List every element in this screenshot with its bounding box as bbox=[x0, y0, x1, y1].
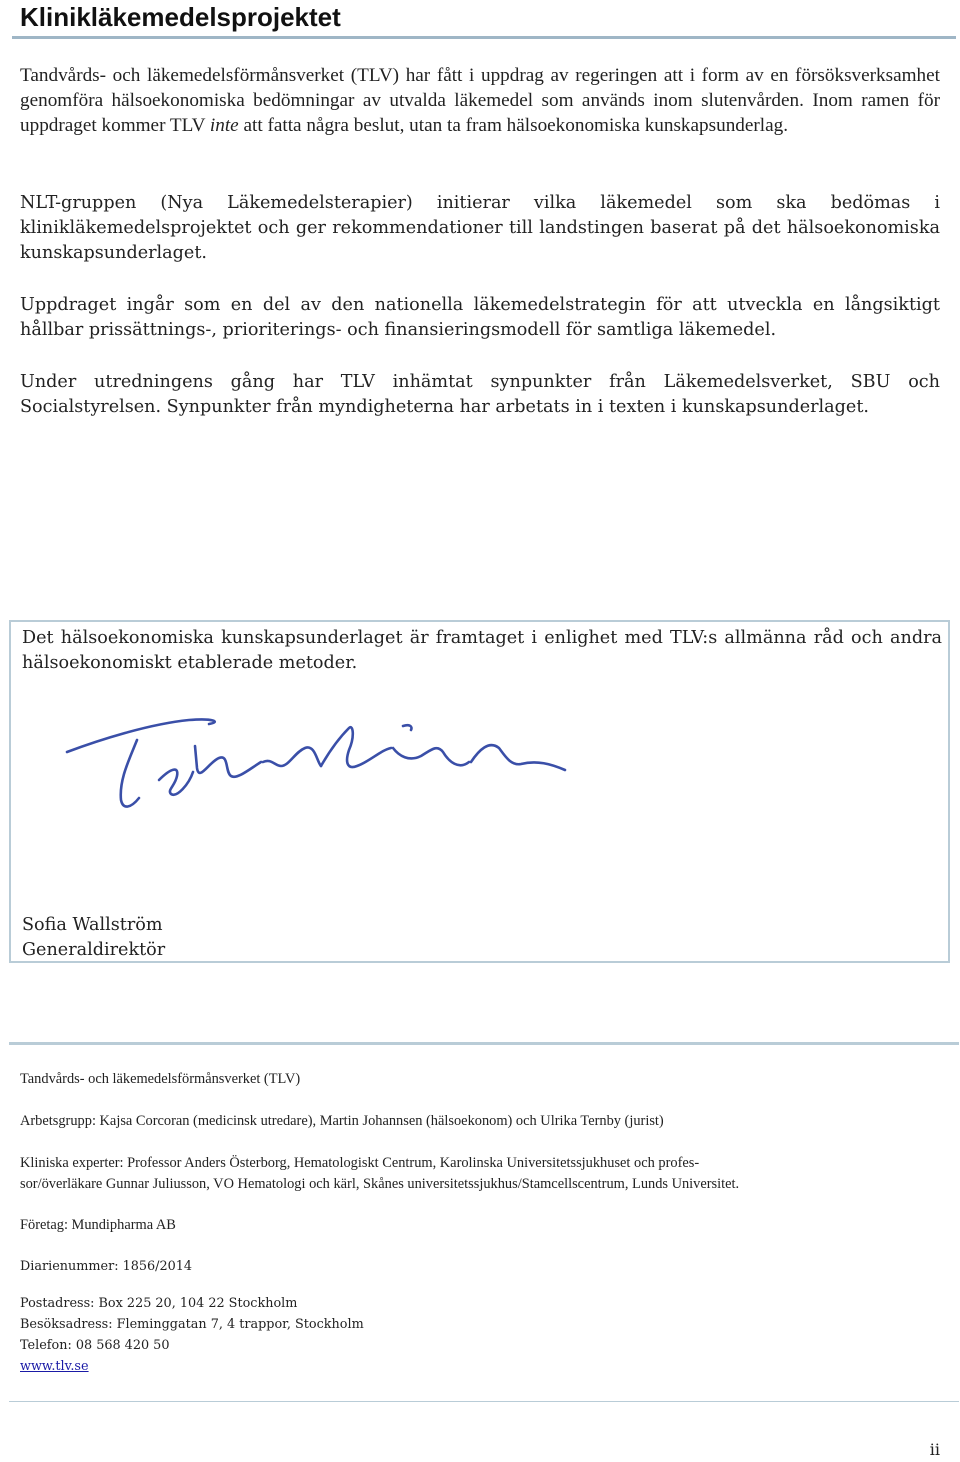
footer-experts-line-2: sor/överläkare Gunnar Juliusson, VO Hematologi och kärl, Skånes universitetssjukhus/Stamcellscentrum, Lunds Universitet. bbox=[20, 1176, 740, 1192]
signature-icon bbox=[59, 710, 579, 820]
footer-agency: Tandvårds- och läkemedelsförmånsverket (TLV) bbox=[20, 1071, 301, 1087]
statement-box bbox=[9, 620, 950, 963]
footer-visiting-address: Besöksadress: Fleminggatan 7, 4 trappor, Stockholm bbox=[20, 1317, 364, 1332]
nlt-paragraph: NLT-gruppen (Nya Läkemedelsterapier) initierar vilka läkemedel som ska bedömas i klinikläkemedelsprojektet och ger rekommendationer till landstingen baserat på det hälsoekonomiska kunskapsunderlaget. bbox=[20, 193, 940, 263]
intro-text-start: Tandvårds- och läkemedelsförmånsverket (TLV) har fått i uppdrag av regeringen att i form av en försöksverksamhet genomföra hälsoekonomiska bedömningar av utvalda läkemedel som används inom slutenvården. Inom ramen för uppdraget kommer TLV bbox=[20, 65, 940, 136]
footer-work-group: Arbetsgrupp: Kajsa Corcoran (medicinsk utredare), Martin Johannsen (hälsoekonom) och Ulrika Ternby (jurist) bbox=[20, 1113, 664, 1129]
title-rule bbox=[12, 36, 956, 39]
strategy-paragraph: Uppdraget ingår som en del av den nationella läkemedelstrategin för att utveckla en långsiktigt hållbar prissättnings-, prioriterings- och finansieringsmodell för samtliga läkemedel. bbox=[20, 295, 940, 340]
signer-name: Sofia Wallström bbox=[22, 915, 163, 935]
footer-postal-address: Postadress: Box 225 20, 104 22 Stockholm bbox=[20, 1296, 298, 1311]
consultation-paragraph: Under utredningens gång har TLV inhämtat synpunkter från Läkemedelsverket, SBU och Socialstyrelsen. Synpunkter från myndigheterna har arbetats in i texten i kunskapsunderlaget. bbox=[20, 372, 940, 417]
statement-text: Det hälsoekonomiska kunskapsunderlaget är framtaget i enlighet med TLV:s allmänna råd och andra hälsoekonomiskt etablerade metoder. bbox=[22, 628, 942, 673]
signer-title: Generaldirektör bbox=[22, 940, 166, 960]
footer-diary-number: Diarienummer: 1856/2014 bbox=[20, 1259, 193, 1274]
intro-emphasis: inte bbox=[209, 115, 239, 136]
intro-text-end: att fatta några beslut, utan ta fram hälsoekonomiska kunskapsunderlag. bbox=[238, 115, 789, 136]
footer-company: Företag: Mundipharma AB bbox=[20, 1217, 176, 1233]
page-number: ii bbox=[929, 1440, 940, 1459]
footer-phone: Telefon: 08 568 420 50 bbox=[20, 1338, 170, 1353]
page-title: Klinikläkemedelsprojektet bbox=[20, 2, 341, 32]
footer-info bbox=[9, 1042, 959, 1402]
intro-paragraph bbox=[20, 63, 940, 138]
footer-website-link[interactable]: www.tlv.se bbox=[20, 1359, 89, 1374]
footer-experts-line-1: Kliniska experter: Professor Anders Österborg, Hematologiskt Centrum, Karolinska Universitetssjukhuset och profes- bbox=[20, 1155, 700, 1171]
